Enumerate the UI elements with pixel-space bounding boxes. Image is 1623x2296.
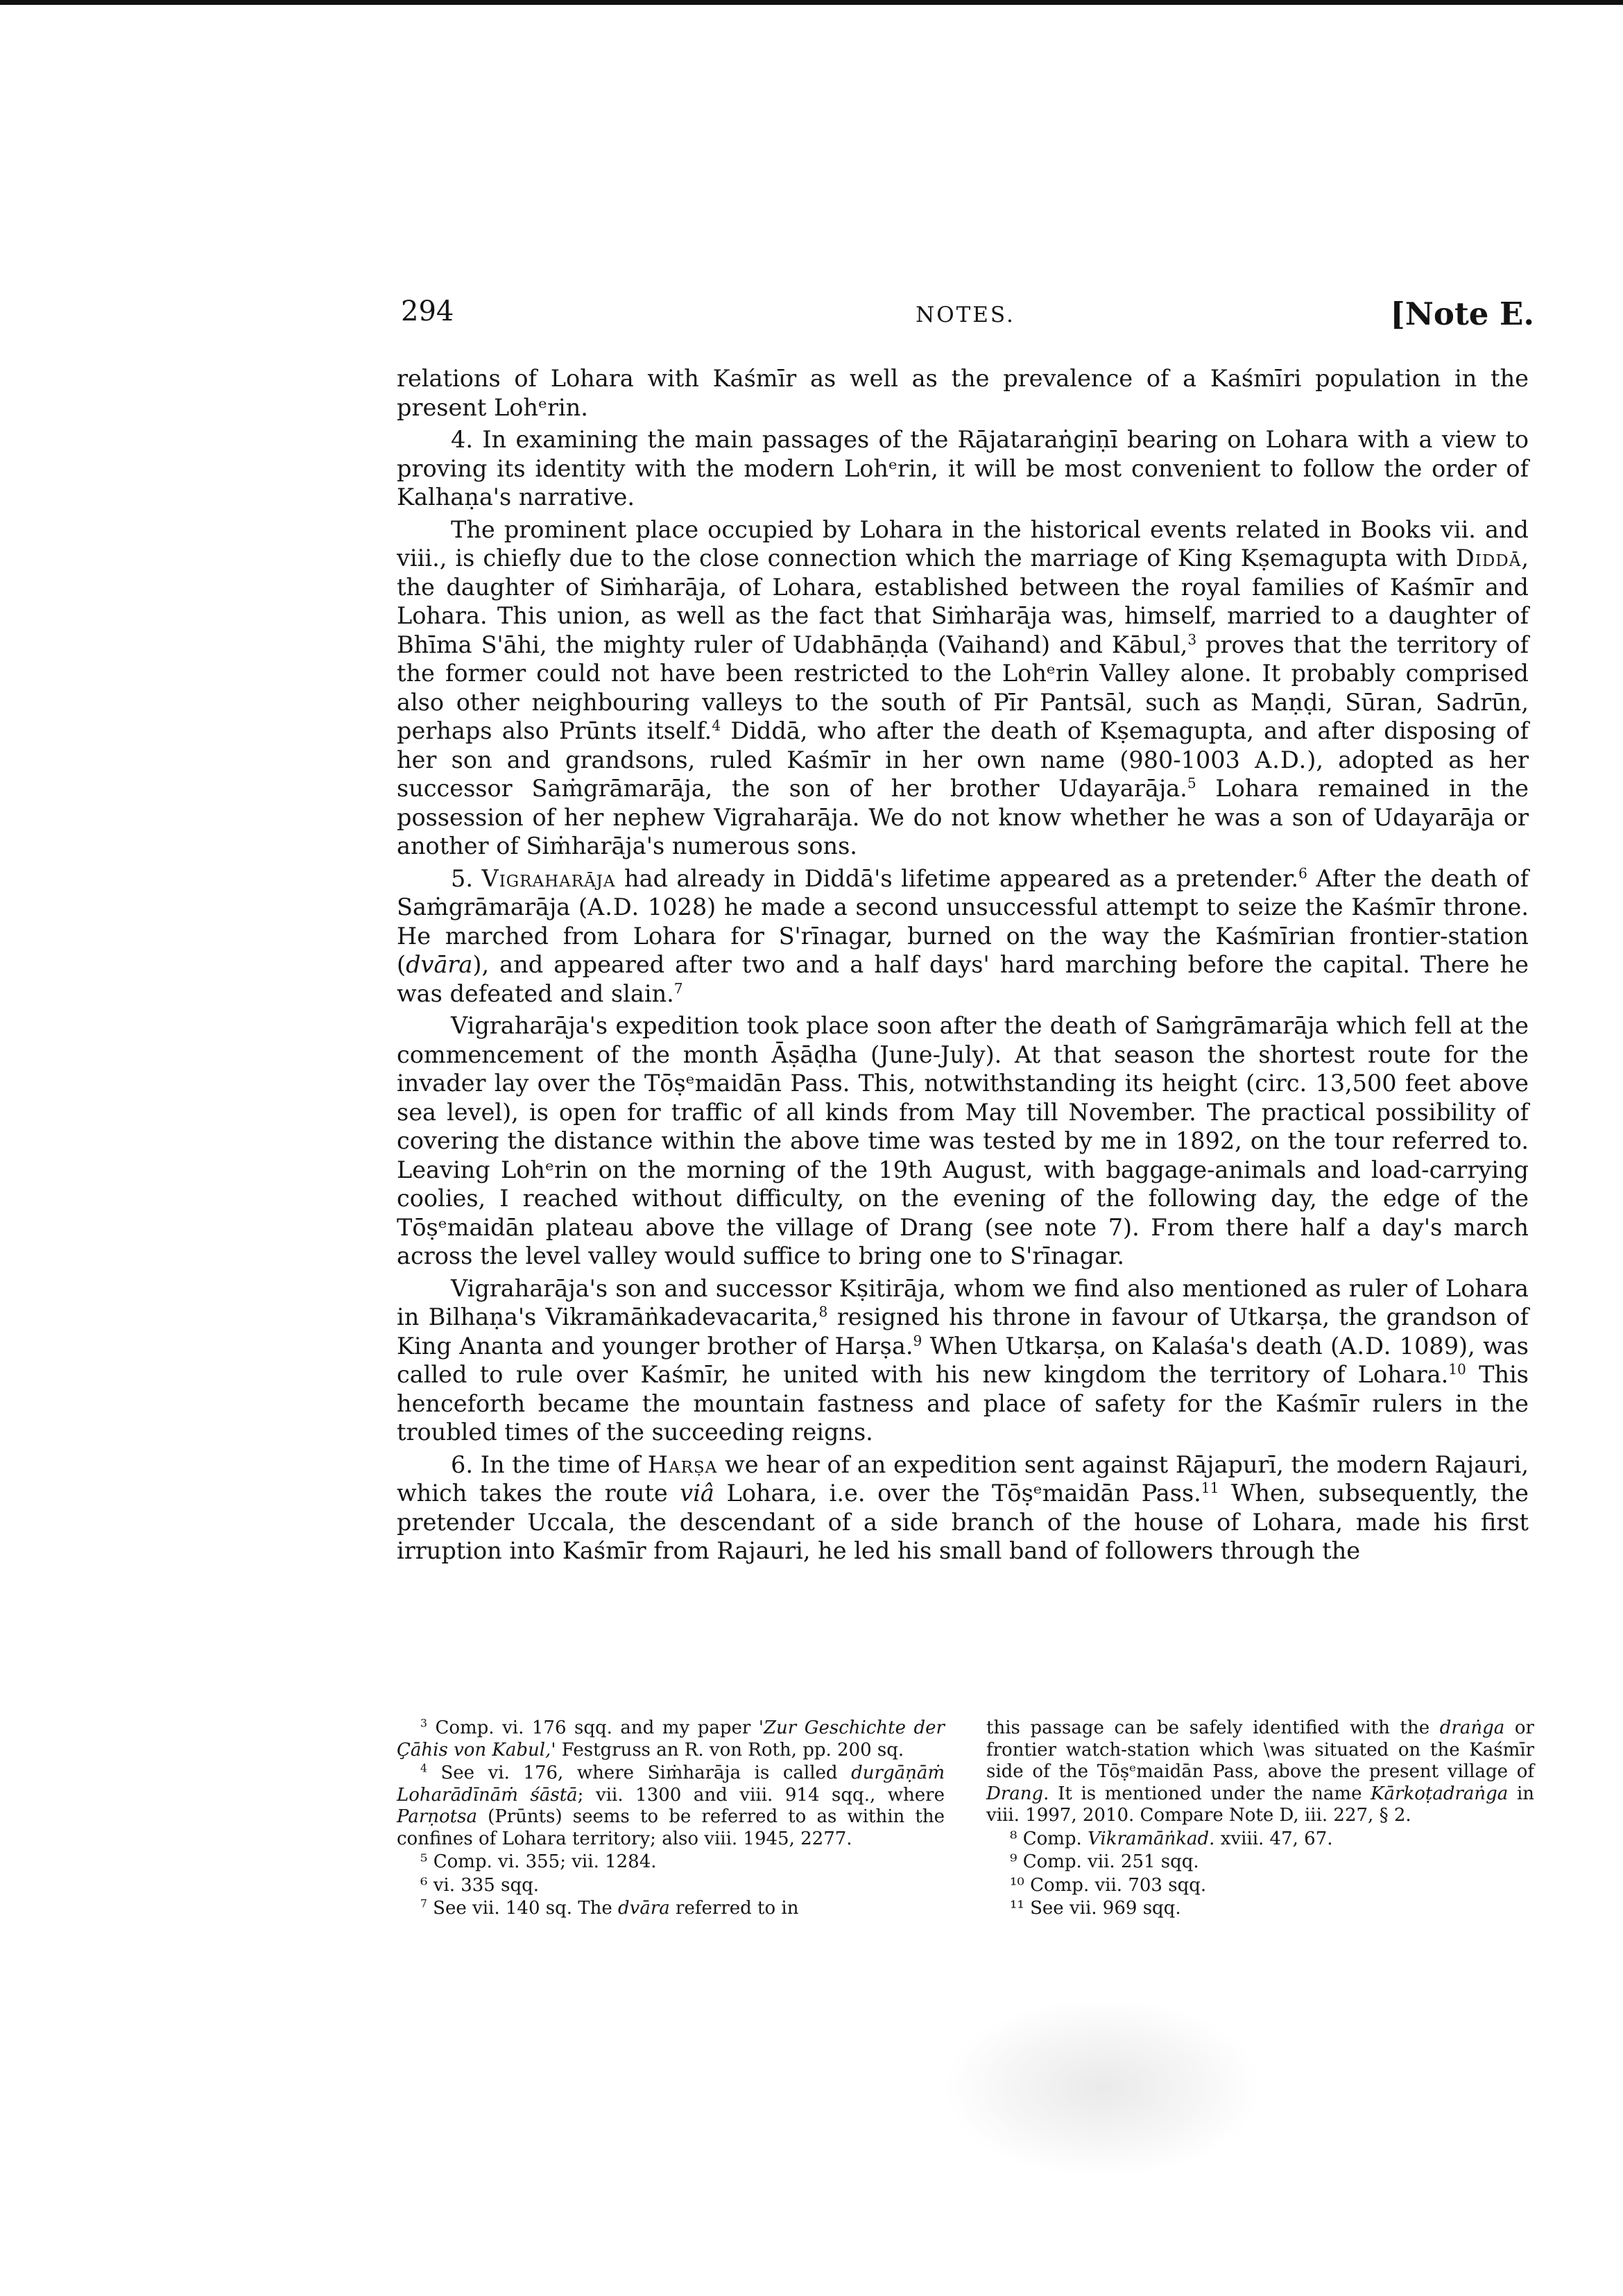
footnote-8: ⁸ Comp. Vikramāṅkad. xviii. 47, 67.	[1010, 1828, 1333, 1849]
footnote-ref-8: 8	[818, 1303, 828, 1320]
section-number: 6.	[451, 1450, 473, 1478]
paragraph-4: 5. Vigraharāja had already in Diddā's lifetime appeared as a pretender.$^6$ After the death of Saṁgrāmarāja (A.D. 1028) he made a second unsuccessful attempt to seize the Kaśmīr throne. He marched from Lohara for S'rīnagar, burned on the way the Kaśmīrian frontier-station (dvāra), and appeared after two and a half days' hard marching before the capital. There he was defeated and slain.$^7$	[397, 864, 1529, 1007]
footnote-ref-9: 9	[913, 1332, 922, 1349]
footnote-3: $^3$ Comp. vi. 176 sqq. and my paper 'Zur Geschichte der Çāhis von Kabul,' Festgruss an R. von Roth, pp. 200 sq.	[397, 1717, 945, 1760]
paragraph-6: Vigraharāja's son and successor Kṣitirāja, whom we find also mentioned as ruler of Lohara in Bilhaṇa's Vikramāṅkadevacarita,$^8$ resigned his throne in favour of Utkarṣa, the grandson of King Ananta and younger brother of Harṣa.$^9$ When Utkarṣa, on Kalaśa's death (A.D. 1089), was called to rule over Kaśmīr, he united with his new kingdom the territory of Lohara.$^{10}$ This henceforth became the mountain fastness and place of safety for the Kaśmīr rulers in the troubled times of the succeeding reigns.	[397, 1274, 1529, 1446]
section-number: 5.	[451, 864, 473, 892]
footnote-6: ⁶ vi. 335 sqq.	[420, 1874, 540, 1896]
page-number: 294	[401, 295, 454, 327]
paragraph-7: 6. In the time of Harṣa we hear of an expedition sent against Rājapurī, the modern Rajauri, which takes the route viâ Lohara, i.e. over the Tōṣᵉmaidān Pass.$^{11}$ When, subsequently, the pretender Uccala, the descendant of a side branch of the house of Lohara, made his first irruption into Kaśmīr from Rajauri, he led his small band of followers through the	[397, 1450, 1529, 1564]
footnote-9: ⁹ Comp. vii. 251 sqq.	[1010, 1851, 1199, 1872]
footnote-ref-3: 3	[1187, 631, 1197, 648]
footnote-4: $^4$ See vi. 176, where Siṁharāja is called durgāṇāṁ Loharādīnāṁ śāstā; vii. 1300 and viii. 914 sqq., where Parṇotsa (Prūnts) seems to be referred to as within the confines of Lohara territory; also viii. 1945, 2277.	[397, 1762, 945, 1849]
paragraph-2: 4. In examining the main passages of the Rājataraṅgiṇī bearing on Lohara with a view to proving its identity with the modern Lohᵉrin, it will be most convenient to follow the order of Kalhaṇa's narrative.	[397, 426, 1529, 511]
footnote-11: ¹¹ See vii. 969 sqq.	[1010, 1898, 1181, 1919]
footnote-5: ⁵ Comp. vi. 355; vii. 1284.	[420, 1851, 657, 1872]
footnotes-right-column	[986, 1717, 1534, 2016]
footnote-ref-11: 11	[1201, 1479, 1219, 1496]
section-label: [Note E.	[1390, 295, 1534, 332]
footnote-10: ¹⁰ Comp. vii. 703 sqq.	[1010, 1874, 1207, 1896]
name-didda: Diddā	[1455, 545, 1522, 572]
footnote-7-continued: this passage can be safely identified with the draṅga or frontier watch-station which \was situated on the Kaśmīr side of the Tōṣᵉmaidān Pass, above the present village of Drang. It is mentioned under the name Kārkoṭadraṅga in viii. 1997, 2010. Compare Note D, iii. 227, § 2.	[986, 1717, 1534, 1826]
paragraph-1: relations of Lohara with Kaśmīr as well as the prevalence of a Kaśmīri population in the present Lohᵉrin.	[397, 365, 1529, 421]
footnote-ref-7: 7	[673, 979, 683, 997]
running-title: NOTES.	[916, 302, 1015, 327]
footnotes	[397, 1717, 1534, 2016]
name-harsa: Harṣa	[647, 1450, 718, 1478]
paragraph-3: The prominent place occupied by Lohara in the historical events related in Books vii. and viii., is chiefly due to the close connection which the marriage of King Kṣemagupta with Diddā, the daughter of Siṁharāja, of Lohara, established between the royal families of Kaśmīr and Lohara. This union, as well as the fact that Siṁharāja was, himself, married to a daughter of Bhīma S'āhi, the mighty ruler of Udabhāṇḍa (Vaihand) and Kābul,$^3$ proves that the territory of the former could not have been restricted to the Lohᵉrin Valley alone. It probably comprised also other neighbouring valleys to the south of Pīr Pantsāl, such as Maṇḍi, Sūran, Sadrūn, perhaps also Prūnts itself.$^4$ Diddā, who after the death of Kṣemagupta, and after disposing of her son and grandsons, ruled Kaśmīr in her own name (980-1003 A.D.), adopted as her successor Saṁgrāmarāja, the son of her brother Udayarāja.$^5$ Lohara remained in the possession of her nephew Vigraharāja. We do not know whether he was a son of Udayarāja or another of Siṁharāja's numerous sons.	[397, 515, 1529, 859]
main-text	[397, 364, 1529, 1569]
footnote-7: $^7$ See vii. 140 sq. The dvāra referred to in	[420, 1897, 799, 1919]
footnote-ref-6: 6	[1298, 864, 1307, 882]
name-vigraharaja: Vigraharāja	[481, 864, 616, 892]
footnote-ref-10: 10	[1448, 1360, 1466, 1378]
scan-top-border	[0, 0, 1623, 5]
footnotes-left-column	[397, 1717, 945, 2016]
paper-stain	[943, 1998, 1262, 2178]
footnote-ref-5: 5	[1187, 774, 1196, 791]
footnote-ref-4: 4	[712, 717, 721, 734]
paragraph-5: Vigraharāja's expedition took place soon after the death of Saṁgrāmarāja which fell at the commencement of the month Āṣāḍha (June-July). At that season the shortest route for the invader lay over the Tōṣᵉmaidān Pass. This, notwithstanding its height (circ. 13,500 feet above sea level), is open for traffic of all kinds from May till November. The practical possibility of covering the distance within the above time was tested by me in 1892, on the tour referred to. Leaving Lohᵉrin on the morning of the 19th August, with baggage-animals and load-carrying coolies, I reached without difficulty, on the evening of the following day, the edge of the Tōṣᵉmaidān plateau above the village of Drang (see note 7). From there half a day's march across the level valley would suffice to bring one to S'rīnagar.	[397, 1012, 1529, 1269]
page-header	[397, 290, 1534, 339]
